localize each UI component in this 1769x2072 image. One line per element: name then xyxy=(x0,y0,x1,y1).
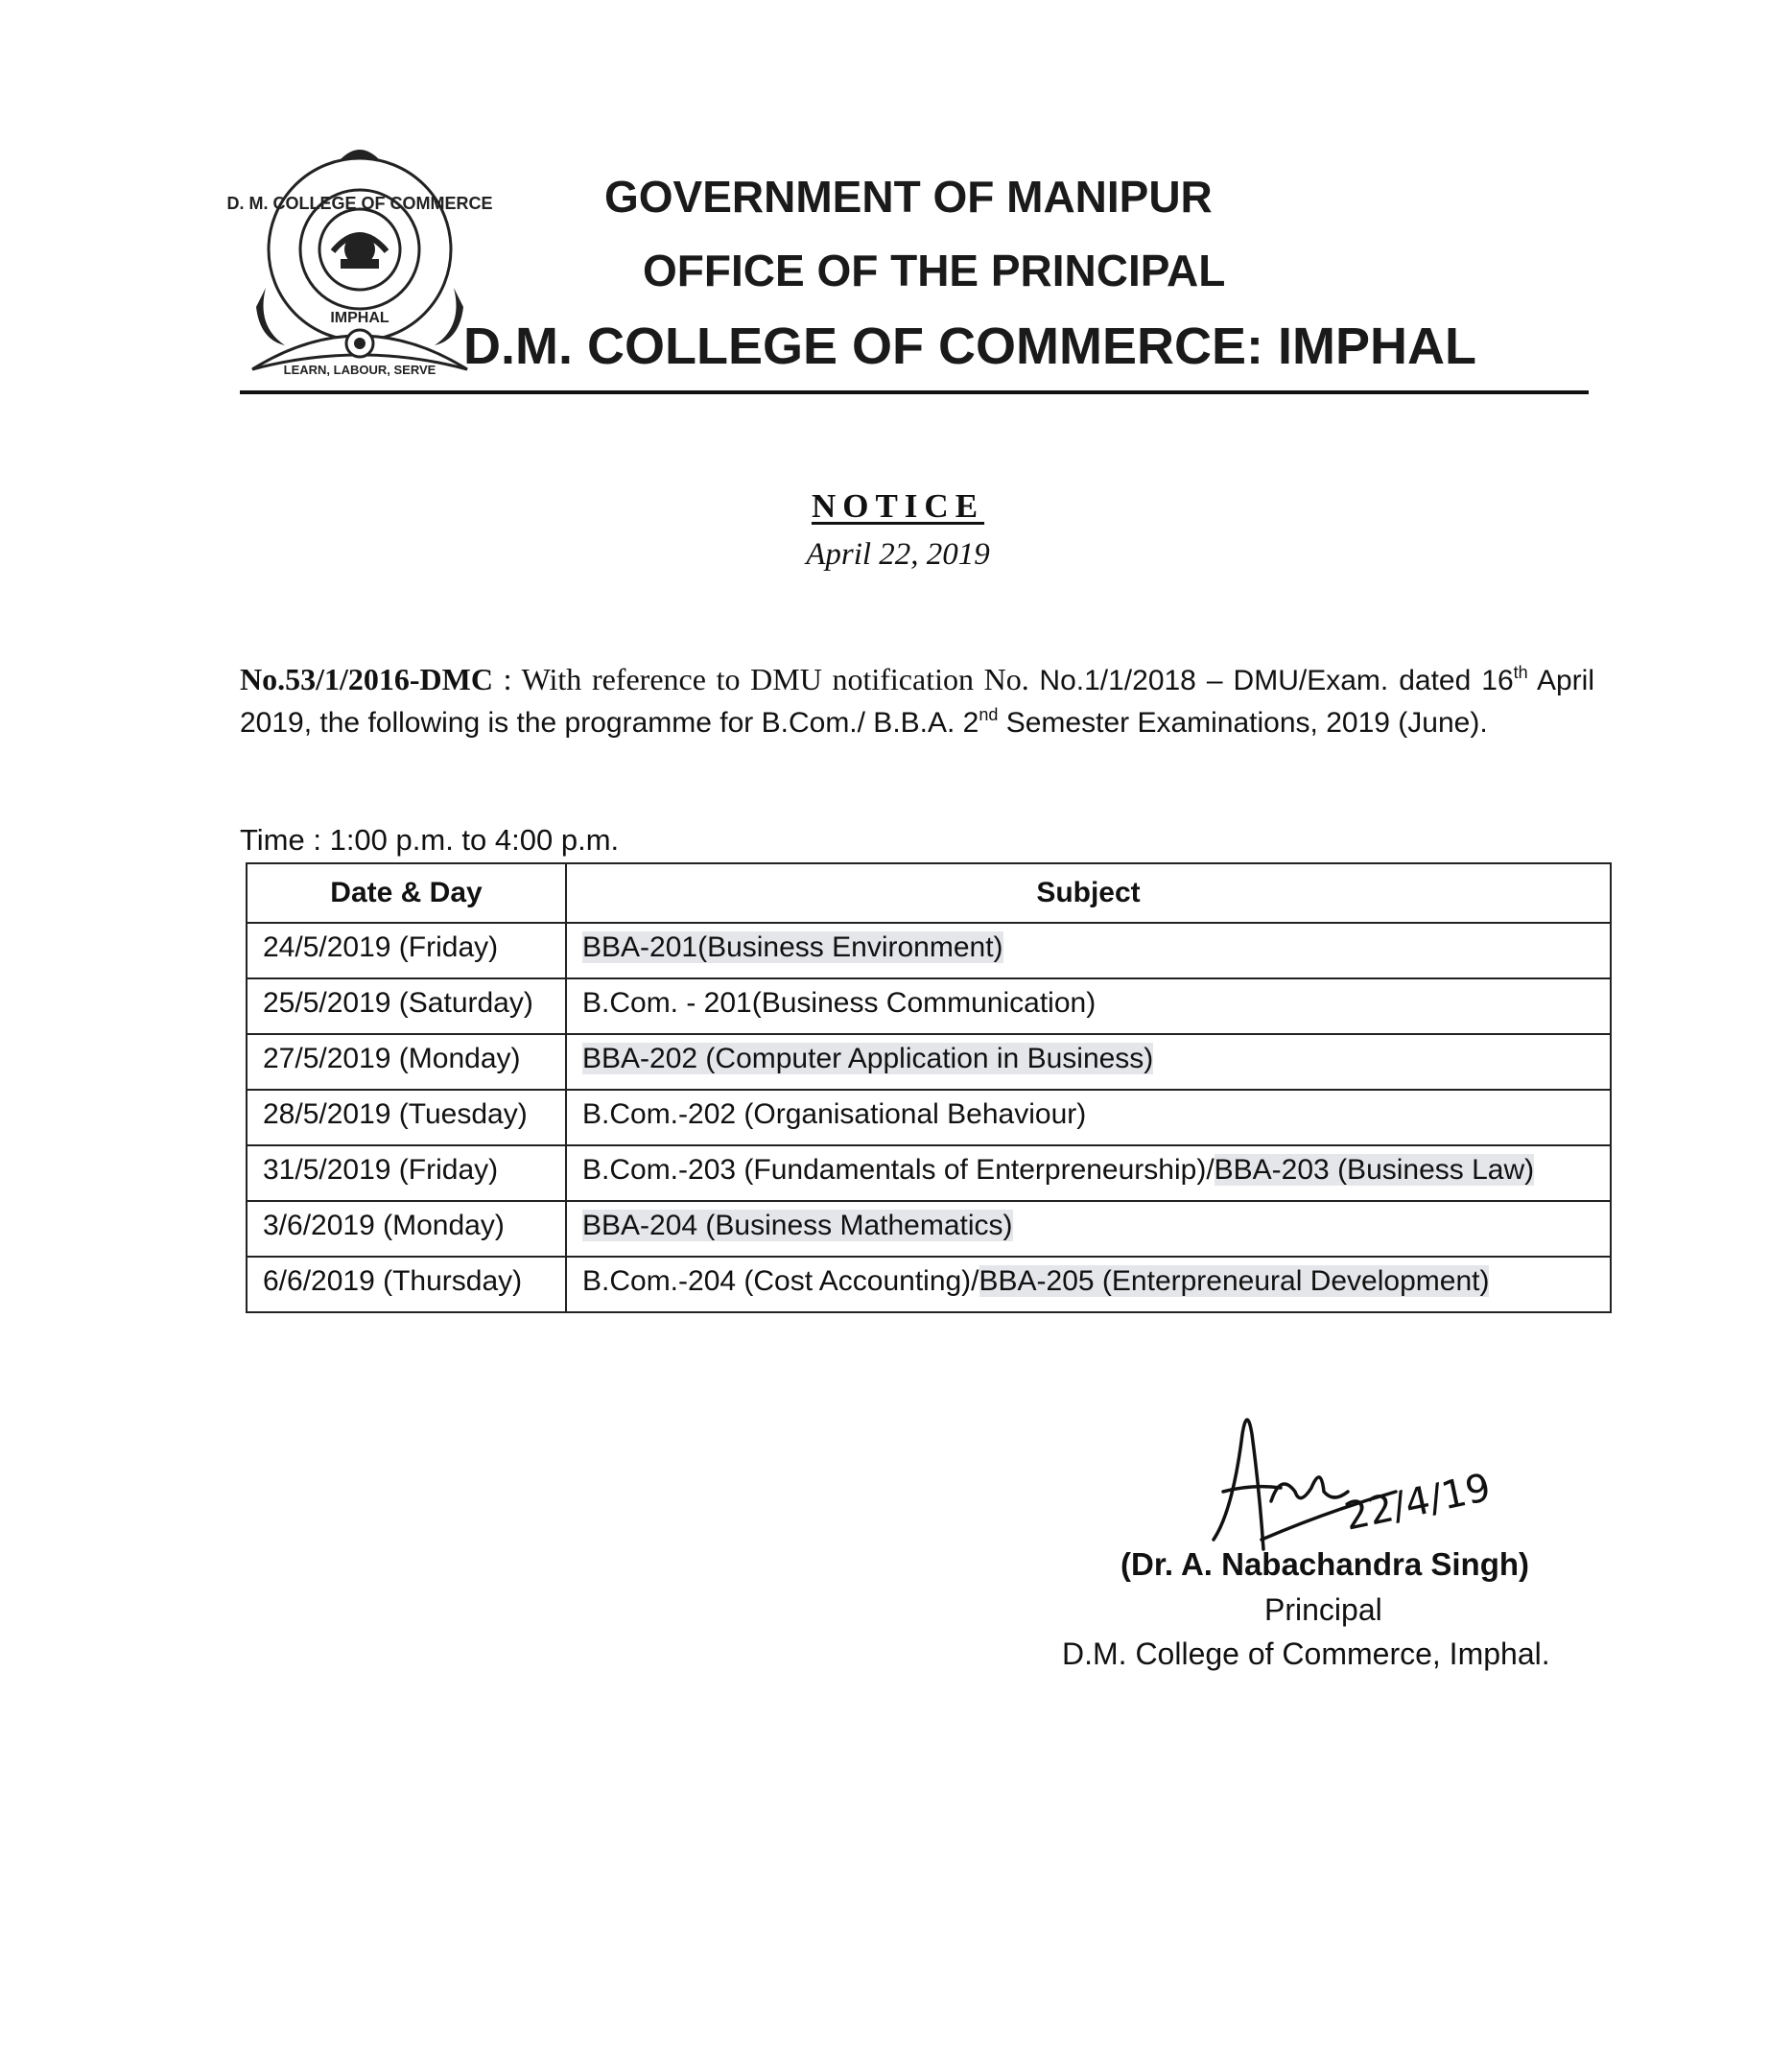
subject-text: B.Com.-202 (Organisational Behaviour) xyxy=(582,1098,1087,1130)
column-header-subject: Subject xyxy=(566,863,1611,923)
subject-text-highlighted: BBA-202 (Computer Application in Business) xyxy=(582,1043,1154,1074)
subject-text-highlighted: BBA-201(Business Environment) xyxy=(582,931,1003,963)
table-row xyxy=(247,1090,1611,1145)
date-cell: 3/6/2019 (Monday) xyxy=(247,1201,566,1257)
table-row xyxy=(247,1201,1611,1257)
table-row xyxy=(247,1034,1611,1090)
date-cell: 6/6/2019 (Thursday) xyxy=(247,1257,566,1312)
subject-text: B.Com.-204 (Cost Accounting)/ xyxy=(582,1265,979,1297)
signatory-title: Principal xyxy=(1264,1592,1382,1627)
subject-cell xyxy=(566,978,1611,1034)
notice-body xyxy=(240,658,1594,744)
table-row xyxy=(247,1257,1611,1312)
subject-text-highlighted: BBA-203 (Business Law) xyxy=(1214,1154,1535,1186)
body-text-3: April 2019, the following is the programme for B.Com./ B.B.A. 2 xyxy=(240,665,1595,739)
table-row xyxy=(247,978,1611,1034)
notice-date: April 22, 2019 xyxy=(806,537,990,572)
column-header-date: Date & Day xyxy=(247,863,566,923)
letterhead-office: OFFICE OF THE PRINCIPAL xyxy=(643,246,1226,295)
date-cell: 27/5/2019 (Monday) xyxy=(247,1034,566,1090)
subject-cell xyxy=(566,1090,1611,1145)
subject-cell xyxy=(566,1034,1611,1090)
body-text-4: Semester Examinations, 2019 (June). xyxy=(998,707,1488,739)
subject-text: B.Com. - 201(Business Communication) xyxy=(582,987,1097,1019)
reference-number: No.53/1/2016-DMC xyxy=(240,662,493,696)
signature-date: 22/4/19 xyxy=(1340,1465,1495,1540)
exam-schedule-table xyxy=(246,862,1612,1313)
letterhead-government: GOVERNMENT OF MANIPUR xyxy=(604,172,1213,222)
subject-text: B.Com.-203 (Fundamentals of Enterpreneurship)/ xyxy=(582,1154,1215,1186)
table-row xyxy=(247,923,1611,978)
subject-cell xyxy=(566,1257,1611,1312)
exam-time: Time : 1:00 p.m. to 4:00 p.m. xyxy=(240,823,620,857)
signatory-organisation: D.M. College of Commerce, Imphal. xyxy=(1062,1636,1550,1671)
body-text-2: No.1/1/2018 – DMU/Exam. dated 16 xyxy=(1039,665,1514,696)
logo-motto-text: LEARN, LABOUR, SERVE xyxy=(283,363,436,377)
body-sup-1: th xyxy=(1513,663,1528,682)
signatory-name: (Dr. A. Nabachandra Singh) xyxy=(1120,1546,1530,1582)
logo-ring-text: D. M. COLLEGE OF COMMERCE xyxy=(226,194,493,213)
subject-text-highlighted: BBA-205 (Enterpreneural Development) xyxy=(979,1265,1490,1297)
logo-place-text: IMPHAL xyxy=(330,310,389,326)
date-cell: 28/5/2019 (Tuesday) xyxy=(247,1090,566,1145)
table-header-row xyxy=(247,863,1611,923)
subject-cell xyxy=(566,923,1611,978)
letterhead-divider xyxy=(240,390,1589,394)
subject-cell xyxy=(566,1145,1611,1201)
body-text-1: : With reference to DMU notification No. xyxy=(492,662,1040,696)
subject-text-highlighted: BBA-204 (Business Mathematics) xyxy=(582,1210,1013,1241)
date-cell: 31/5/2019 (Friday) xyxy=(247,1145,566,1201)
handwritten-signature xyxy=(1204,1396,1521,1568)
letterhead-college: D.M. COLLEGE OF COMMERCE: IMPHAL xyxy=(463,318,1476,375)
date-cell: 24/5/2019 (Friday) xyxy=(247,923,566,978)
notice-title: NOTICE xyxy=(811,487,985,525)
subject-cell xyxy=(566,1201,1611,1257)
date-cell: 25/5/2019 (Saturday) xyxy=(247,978,566,1034)
body-sup-2: nd xyxy=(979,705,999,724)
college-logo xyxy=(226,144,493,393)
table-row xyxy=(247,1145,1611,1201)
